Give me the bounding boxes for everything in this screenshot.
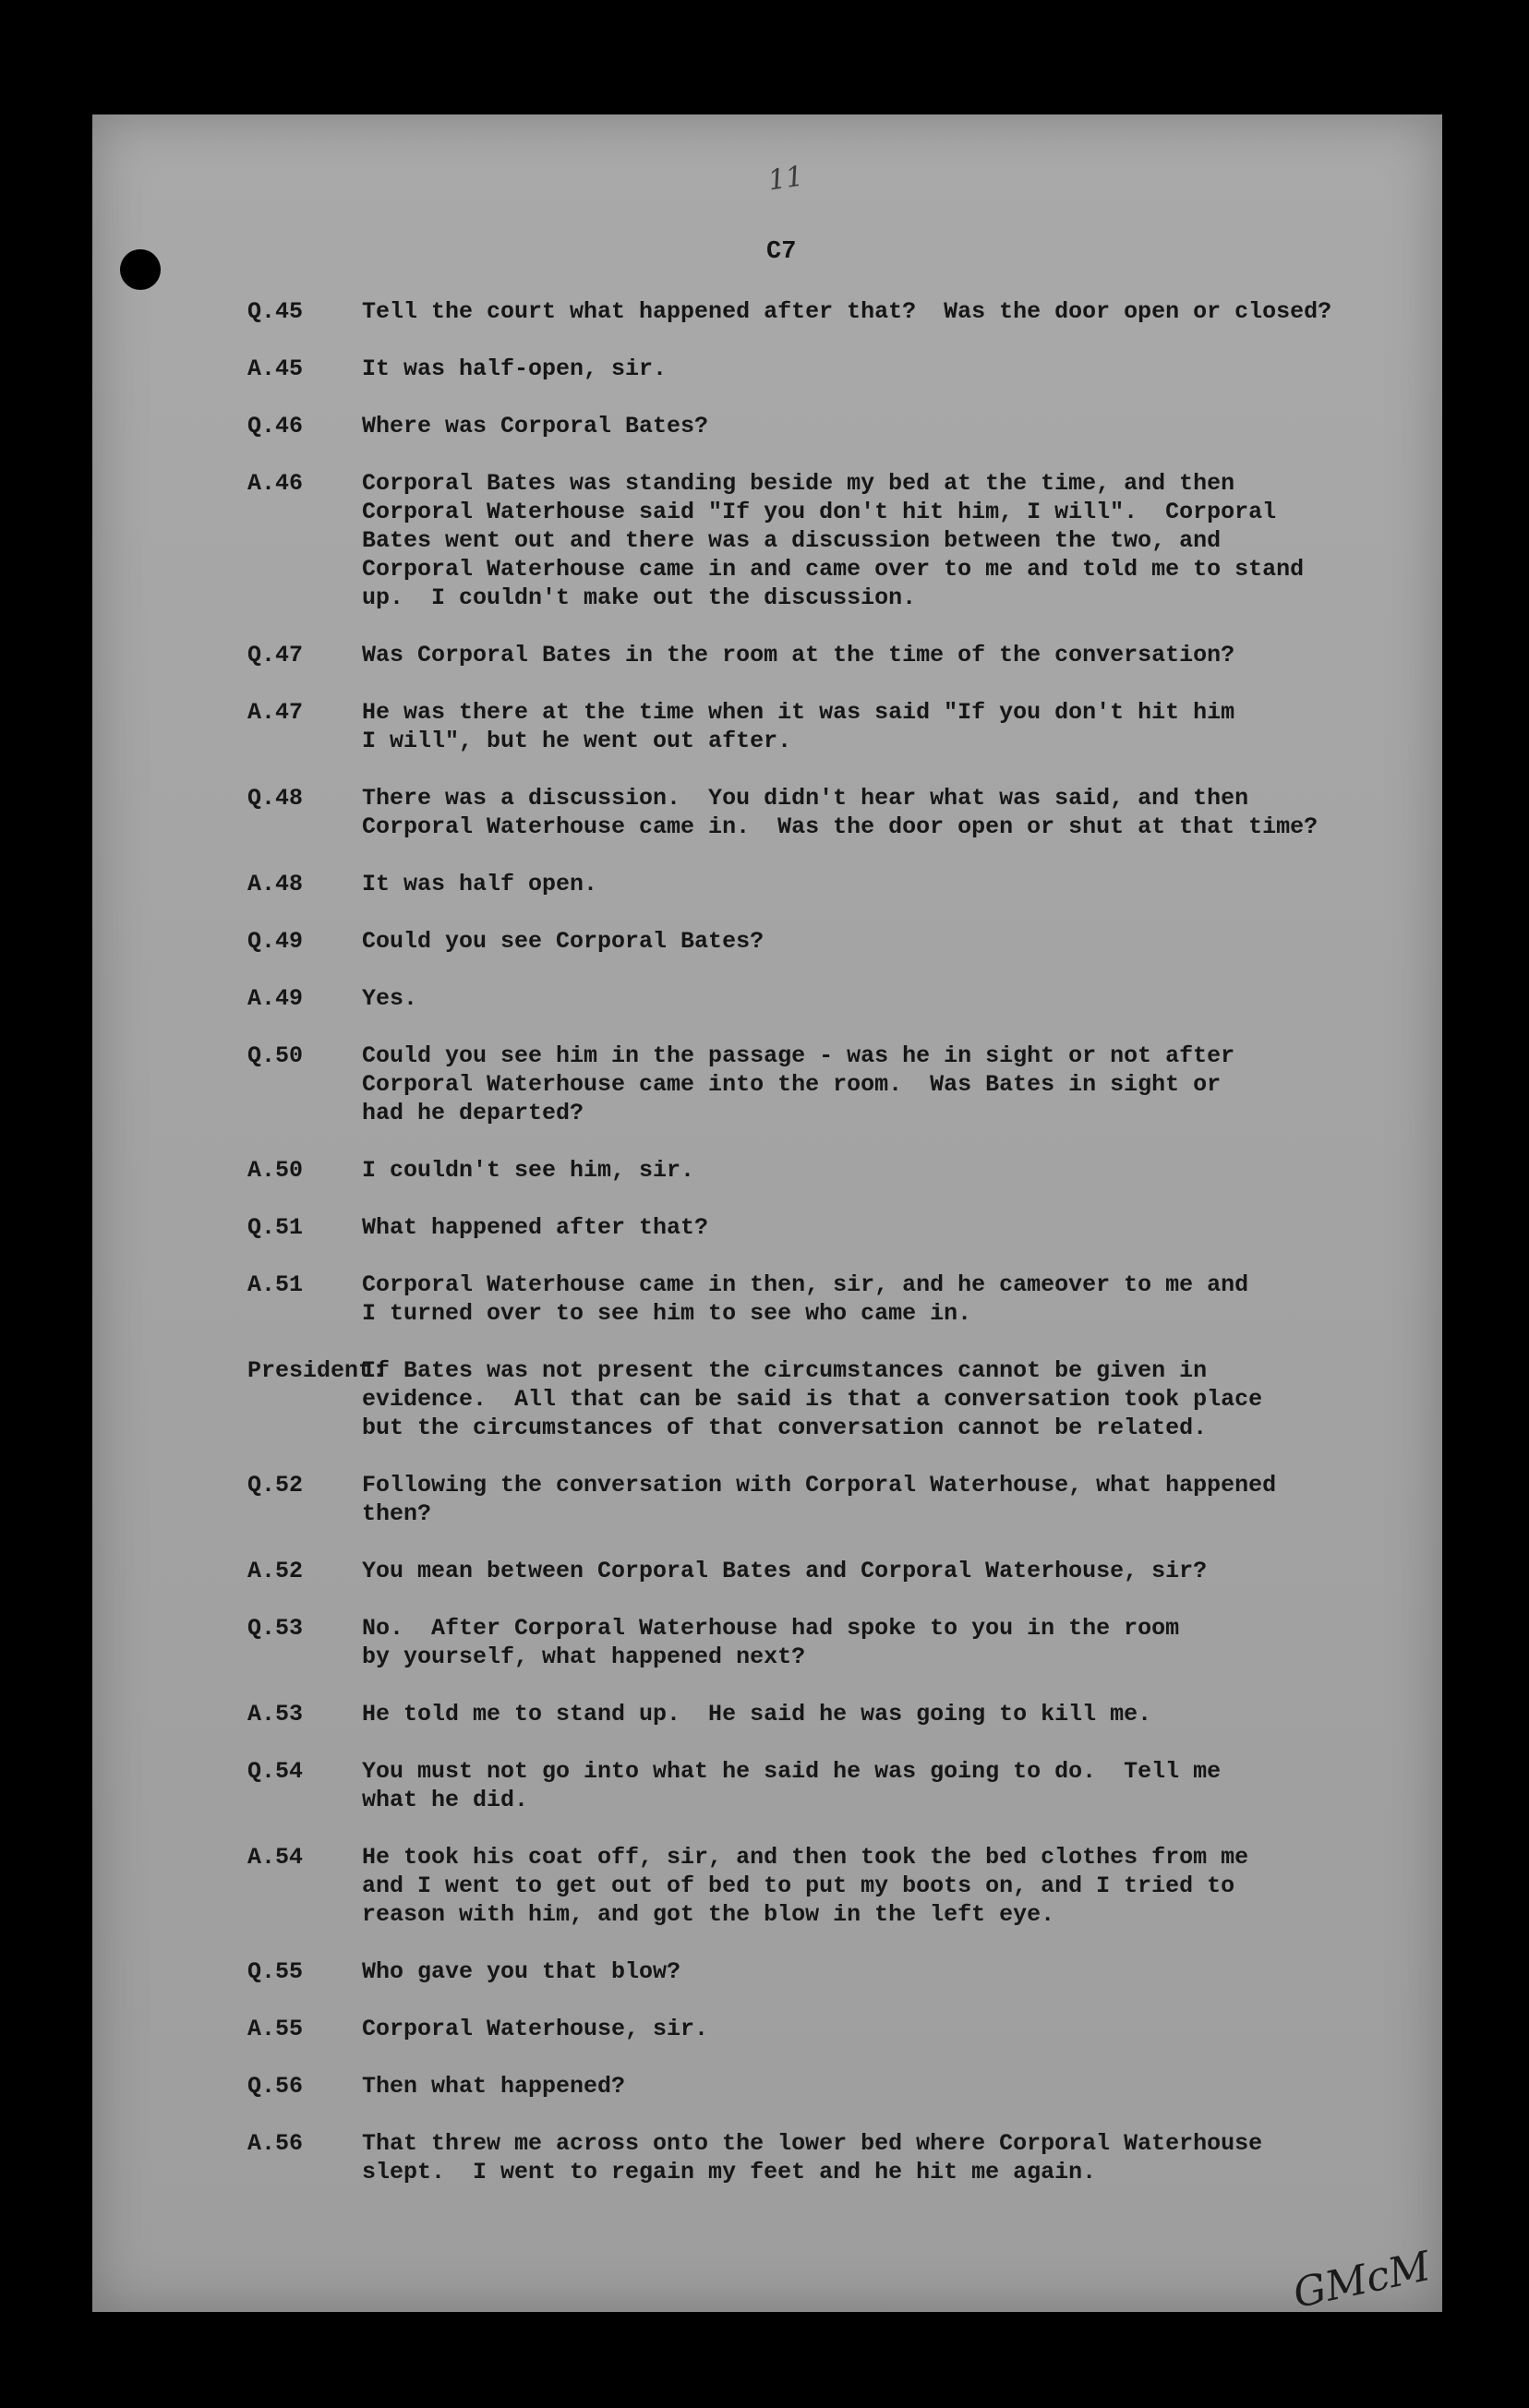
entry-text: There was a discussion. You didn't hear what was said, and then Corporal Waterhouse came in. Was the door open or shut at that time? [362,785,1318,840]
transcript-entry-q54 [247,1757,1383,1814]
entry-text: Was Corporal Bates in the room at the time of the conversation? [362,642,1235,668]
entry-text: Yes. [362,985,418,1012]
transcript-entry-a50 [247,1156,1383,1185]
transcript-entry-a45 [247,355,1383,383]
transcript-entry-a49 [247,984,1383,1013]
transcript-entry-a56 [247,2129,1383,2186]
entry-label: A.48 [247,871,304,897]
entry-label: Q.50 [247,1042,304,1069]
entry-text: It was half-open, sir. [362,355,668,382]
entry-text: If Bates was not present the circumstances cannot be given in evidence. All that can be said is that a conversation took place but the circumstances of that conversation cannot be related. [362,1357,1263,1441]
entry-label: Q.46 [247,413,304,439]
entry-text: That threw me across onto the lower bed where Corporal Waterhouse slept. I went to regain my feet and he hit me again. [362,2130,1263,2185]
entry-label: Q.45 [247,298,304,325]
transcript-entry-a55 [247,2015,1383,2043]
transcript-entry-a54 [247,1843,1383,1929]
entry-text: Could you see him in the passage - was he in sight or not after Corporal Waterhouse came into the room. Was Bates in sight or had he departed? [362,1042,1235,1126]
entry-label: A.51 [247,1271,304,1298]
transcript-entry-q49 [247,927,1383,956]
pencil-folio-mark: 11 [765,160,806,198]
entry-text: Then what happened? [362,2073,626,2100]
transcript-entry-a51 [247,1270,1383,1328]
transcript-entry-q52 [247,1471,1383,1528]
transcript [247,297,1383,2215]
entry-text: You mean between Corporal Bates and Corporal Waterhouse, sir? [362,1558,1208,1584]
entry-text: I couldn't see him, sir. [362,1157,695,1184]
entry-text: He told me to stand up. He said he was going to kill me. [362,1701,1152,1728]
entry-text: He took his coat off, sir, and then took the bed clothes from me and I went to get out of bed to put my boots on, and I tried to reason with him, and got the blow in the left eye. [362,1844,1249,1928]
entry-text: Where was Corporal Bates? [362,413,709,439]
entry-text: Who gave you that blow? [362,1958,681,1985]
entry-label: A.53 [247,1701,304,1728]
entry-label: A.47 [247,699,304,726]
entry-text: Following the conversation with Corporal Waterhouse, what happened then? [362,1472,1277,1527]
entry-label: Q.47 [247,642,304,668]
entry-label: A.54 [247,1844,304,1871]
entry-label: Q.48 [247,785,304,812]
transcript-entry-a53 [247,1700,1383,1728]
entry-label: Q.52 [247,1472,304,1499]
entry-text: It was half open. [362,871,598,897]
entry-label: Q.49 [247,928,304,955]
entry-text: Corporal Bates was standing beside my bed at the time, and then Corporal Waterhouse said "If you don't hit him, I will". Corporal Bates went out and there was a discussion between the two, and Corporal Waterhouse came in and came over to me and told me to stand up. I couldn't make out the discussion. [362,470,1305,611]
entry-label: Q.51 [247,1214,304,1241]
entry-text: Could you see Corporal Bates? [362,928,764,955]
entry-label: A.50 [247,1157,304,1184]
handwritten-initials: GMcM [1289,2242,1435,2318]
entry-label: A.49 [247,985,304,1012]
transcript-entry-q56 [247,2072,1383,2101]
transcript-entry-q47 [247,641,1383,669]
transcript-entry-q50 [247,1041,1383,1127]
entry-label: Q.55 [247,1958,304,1985]
transcript-entry-q45 [247,297,1383,326]
entry-label: A.46 [247,470,304,497]
entry-text: Corporal Waterhouse, sir. [362,2016,709,2042]
entry-text: He was there at the time when it was said "If you don't hit him I will", but he went out after. [362,699,1235,754]
transcript-entry-a47 [247,698,1383,755]
entry-label: A.52 [247,1558,304,1584]
transcript-entry-q48 [247,784,1383,841]
page-number: C7 [766,238,797,266]
entry-text: Tell the court what happened after that? Was the door open or closed? [362,298,1332,325]
entry-text: No. After Corporal Waterhouse had spoke to you in the room by yourself, what happened next? [362,1615,1180,1670]
entry-label: A.56 [247,2130,304,2157]
transcript-entry-president [247,1356,1383,1442]
transcript-entry-q51 [247,1213,1383,1242]
transcript-entry-q53 [247,1614,1383,1671]
entry-label: President: [247,1357,387,1384]
transcript-entry-a46 [247,469,1383,612]
entry-label: A.55 [247,2016,304,2042]
transcript-entry-q46 [247,412,1383,440]
entry-label: A.45 [247,355,304,382]
transcript-entry-a52 [247,1557,1383,1585]
entry-text: What happened after that? [362,1214,709,1241]
entry-label: Q.53 [247,1615,304,1642]
transcript-entry-a48 [247,870,1383,898]
entry-label: Q.56 [247,2073,304,2100]
entry-text: You must not go into what he said he was going to do. Tell me what he did. [362,1758,1222,1813]
entry-text: Corporal Waterhouse came in then, sir, and he cameover to me and I turned over to see him to see who came in. [362,1271,1249,1327]
transcript-entry-q55 [247,1957,1383,1986]
punch-hole [120,249,161,290]
entry-label: Q.54 [247,1758,304,1785]
